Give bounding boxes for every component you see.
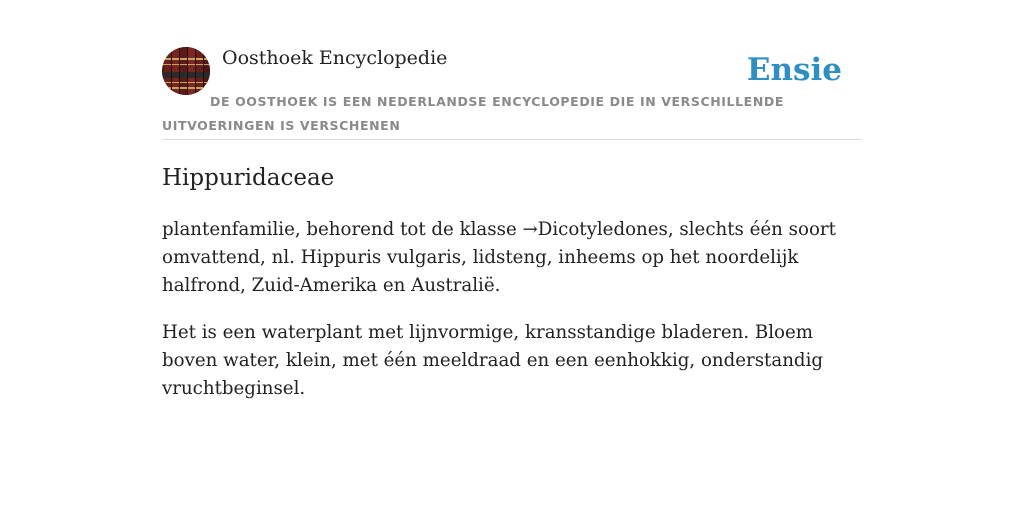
article-paragraph: Het is een waterplant met lijnvormige, kransstandige bladeren. Bloem boven water, klein, met één meeldraad en een eenhokkig, onderstandig vruchtbeginsel. (162, 322, 824, 399)
paragraph-text: , slechts één soort omvattend, nl. Hippuris vulgaris, lidsteng, inheems op het noordelijk halfrond, Zuid-Amerika en Australië. (162, 219, 836, 296)
page-title: Hippuridaceae (162, 165, 335, 191)
header-divider (162, 139, 862, 140)
brand-logo-link[interactable]: Ensie (746, 52, 842, 88)
site-name-link[interactable]: Oosthoek Encyclopedie (222, 47, 448, 69)
article-body (162, 216, 862, 422)
article-paragraph (162, 216, 862, 300)
encyclopedia-books-icon[interactable] (162, 47, 210, 95)
paragraph-text: plantenfamilie, behorend tot de klasse (162, 219, 523, 240)
dicotyledones-link[interactable]: →Dicotyledones (522, 219, 668, 240)
avatar-image (162, 47, 210, 95)
site-tagline: DE OOSTHOEK IS EEN NEDERLANDSE ENCYCLOPEDIE DIE IN VERSCHILLENDE UITVOERINGEN IS VERSCHENEN (162, 94, 784, 133)
